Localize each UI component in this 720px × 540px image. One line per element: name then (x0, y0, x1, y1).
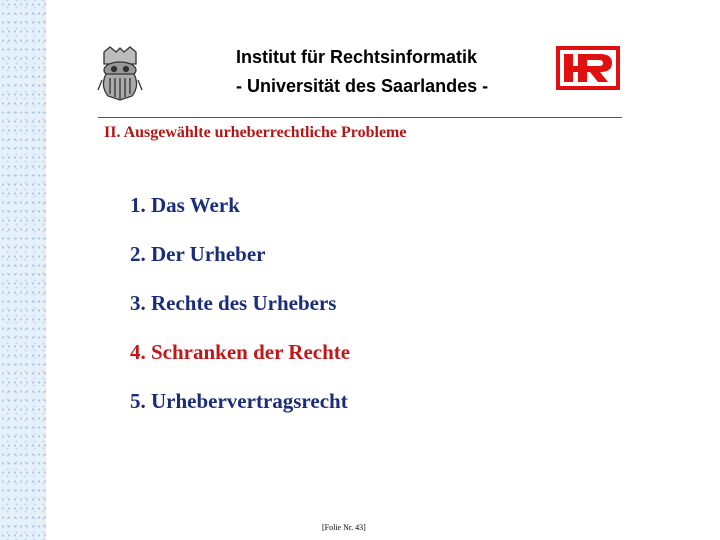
institute-title: Institut für Rechtsinformatik (236, 47, 478, 67)
topic-item: 2. Der Urheber (130, 242, 266, 266)
topic-item: 5. Urhebervertragsrecht (130, 389, 348, 413)
topic-item: 3. Rechte des Urhebers (130, 291, 337, 315)
topic-item: 1. Das Werk (130, 193, 240, 217)
topic-list (130, 192, 350, 437)
header-divider (98, 117, 622, 118)
university-seal-icon (96, 44, 144, 102)
decorative-side-strip (0, 0, 46, 540)
ifr-logo-icon (556, 46, 620, 90)
university-subtitle: - Universität des Saarlandes - (236, 76, 489, 96)
section-heading: II. Ausgewählte urheberrechtliche Probleme (104, 124, 407, 141)
slide-number: [Folie Nr. 43] (322, 523, 366, 532)
topic-item: 4. Schranken der Rechte (130, 340, 351, 364)
